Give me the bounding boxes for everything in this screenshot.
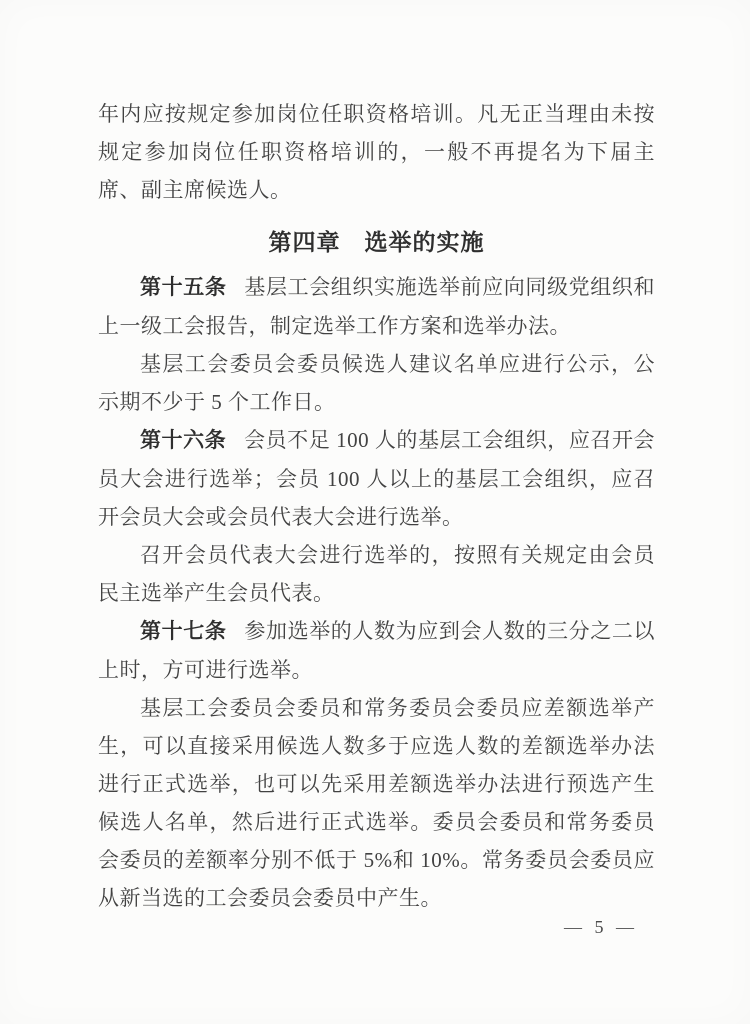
article-number-16: 第十六条 xyxy=(140,429,227,452)
article-number-15: 第十五条 xyxy=(140,276,227,299)
article-number-17: 第十七条 xyxy=(140,620,227,643)
paragraph-text: 基层工会委员会委员候选人建议名单应进行公示，公示期不少于 5 个工作日。 xyxy=(98,352,655,414)
chapter-heading: 第四章 选举的实施 xyxy=(268,229,485,255)
paragraph-member-representatives xyxy=(98,536,655,612)
article-paragraph-17 xyxy=(98,612,655,689)
continuation-text: 年内应按规定参加岗位任职资格培训。凡无正当理由未按规定参加岗位任职资格培训的，一般不再提名为下届主席、副主席候选人。 xyxy=(98,102,655,202)
article-paragraph-15 xyxy=(98,268,655,345)
page-number: — 5 — xyxy=(564,917,638,937)
article-text-15: 基层工会组织实施选举前应向同级党组织和上一级工会报告，制定选举工作方案和选举办法。 xyxy=(98,275,655,338)
article-text-16: 会员不足 100 人的基层工会组织，应召开会员大会进行选举；会员 100 人以上的基层工会组织，应召开会员大会或会员代表大会进行选举。 xyxy=(98,428,656,529)
paragraph-differential-election xyxy=(98,689,655,917)
paragraph-candidate-publicity xyxy=(98,345,655,421)
document-body xyxy=(98,95,655,917)
article-text-17: 参加选举的人数为应到会人数的三分之二以上时，方可进行选举。 xyxy=(98,619,655,682)
article-paragraph-16 xyxy=(98,421,655,536)
paragraph-text: 召开会员代表大会进行选举的，按照有关规定由会员民主选举产生会员代表。 xyxy=(98,543,655,605)
continuation-paragraph xyxy=(98,95,655,209)
paragraph-text: 基层工会委员会委员和常务委员会委员应差额选举产生，可以直接采用候选人数多于应选人数的差额选举办法进行正式选举，也可以先采用差额选举办法进行预选产生候选人名单，然后进行正式选举。委员会委员和常务委员会委员的差额率分别不低于 5%和 10%。常务委员会委员应从新当选的工会委员会委员中产生。 xyxy=(98,696,655,910)
